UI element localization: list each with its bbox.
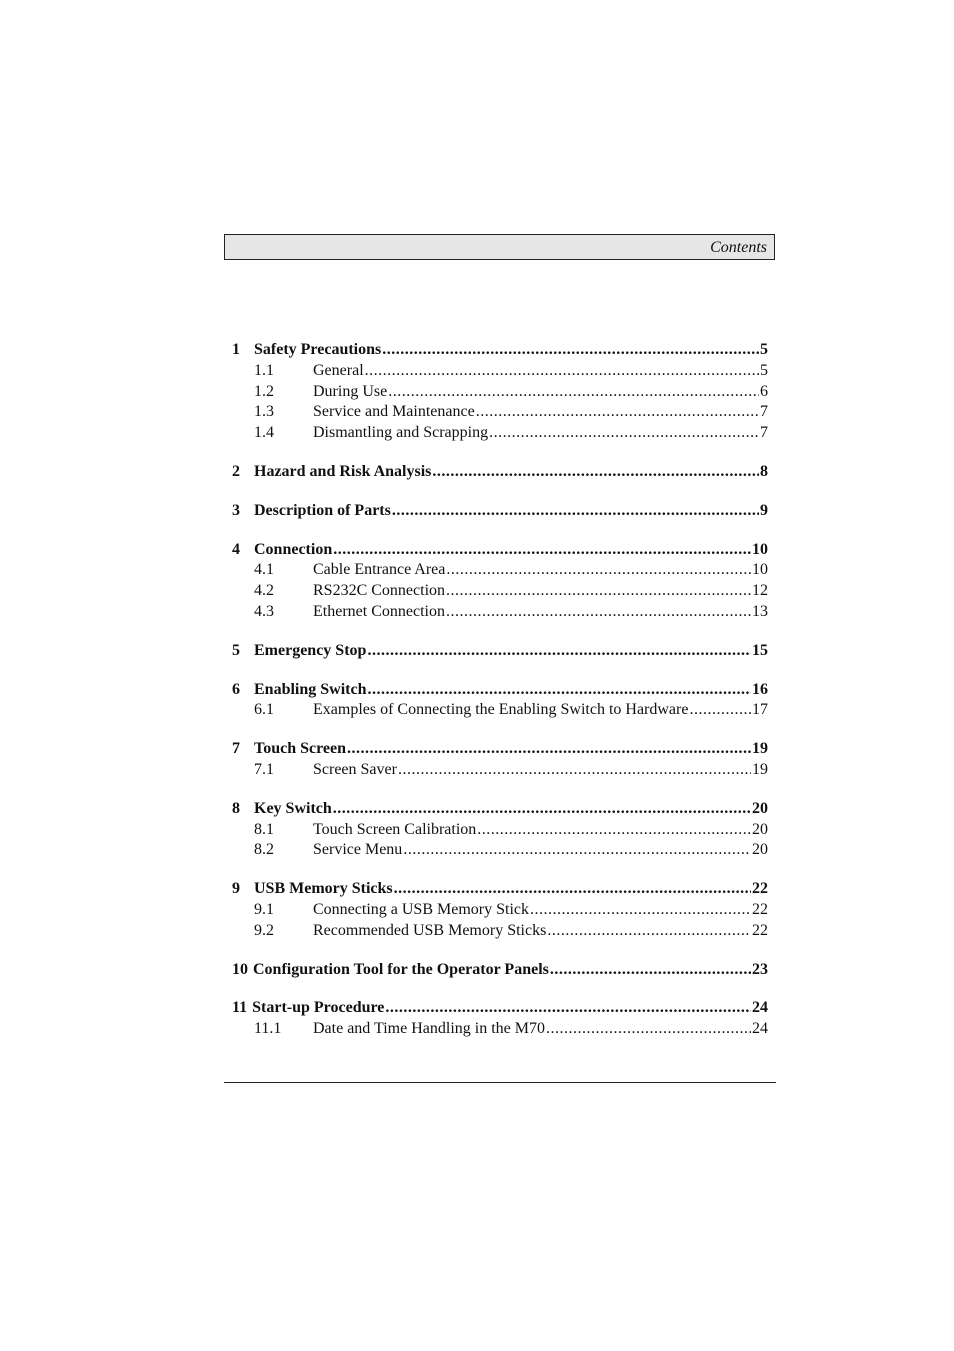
toc-section-6.1[interactable] — [232, 700, 768, 721]
toc-leader-dots — [489, 423, 759, 444]
toc-section-number: 7.1 — [254, 760, 274, 778]
running-header — [224, 234, 775, 260]
toc-chapter-3[interactable] — [232, 501, 768, 522]
toc-section-4.1[interactable] — [232, 560, 768, 581]
toc-chapter-7[interactable] — [232, 739, 768, 760]
toc-leader-dots — [476, 402, 759, 423]
toc-leader-dots — [403, 840, 751, 861]
toc-chapter-title: Safety Precautions — [254, 341, 382, 358]
toc-chapter-number: 9 — [232, 880, 240, 898]
toc-chapter-page: 15 — [752, 641, 768, 659]
toc-section-page: 6 — [760, 382, 768, 400]
toc-chapter-title: Configuration Tool for the Operator Panels — [253, 960, 549, 978]
toc-leader-dots — [550, 960, 751, 981]
toc-chapter-page: 8 — [760, 462, 768, 480]
toc-section-page: 20 — [752, 841, 768, 859]
toc-chapter-title: Emergency Stop — [254, 641, 367, 659]
toc-leader-dots — [530, 900, 751, 921]
toc-leader-dots — [477, 820, 751, 841]
toc-section-page: 5 — [760, 361, 768, 379]
toc-leader-dots — [365, 361, 759, 382]
toc-leader-dots — [689, 700, 751, 721]
toc-leader-dots — [398, 760, 751, 781]
toc-leader-dots — [347, 739, 751, 760]
toc-leader-dots — [382, 340, 759, 361]
toc-leader-dots — [432, 462, 759, 483]
toc-chapter-number: 4 — [232, 540, 240, 558]
toc-chapter-number: 8 — [232, 799, 240, 817]
toc-section-page: 7 — [760, 403, 768, 421]
toc-leader-dots — [385, 998, 751, 1019]
toc-section-9.1[interactable] — [232, 900, 768, 921]
toc-section-1.4[interactable] — [232, 423, 768, 444]
toc-section-title: General — [313, 361, 364, 379]
toc-chapter-8[interactable] — [232, 799, 768, 820]
toc-section-page: 22 — [752, 900, 768, 918]
toc-section-page: 20 — [752, 820, 768, 838]
toc-chapter-page: 20 — [752, 799, 768, 817]
toc-leader-dots — [333, 540, 751, 561]
toc-chapter-title: Hazard and Risk Analysis — [254, 462, 432, 480]
toc-section-11.1[interactable] — [232, 1019, 768, 1040]
toc-section-number: 1.2 — [254, 382, 274, 400]
toc-chapter-title: Start-up Procedure — [252, 999, 385, 1017]
toc-section-number: 8.2 — [254, 841, 274, 859]
toc-section-page: 24 — [752, 1020, 768, 1038]
toc-chapter-6[interactable] — [232, 680, 768, 701]
toc-chapter-number: 3 — [232, 501, 240, 519]
toc-chapter-page: 24 — [752, 999, 768, 1017]
toc-section-title: During Use — [313, 382, 388, 400]
toc-chapter-page: 22 — [752, 880, 768, 898]
toc-leader-dots — [392, 501, 759, 522]
toc-section-4.3[interactable] — [232, 602, 768, 623]
toc-chapter-number: 2 — [232, 462, 240, 480]
toc-section-title: Dismantling and Scrapping — [313, 424, 489, 442]
toc-section-title: Connecting a USB Memory Stick — [313, 900, 529, 918]
toc-leader-dots — [446, 602, 751, 623]
toc-chapter-page: 23 — [752, 960, 768, 978]
toc-chapter-number: 11 — [232, 999, 248, 1017]
toc-section-page: 22 — [752, 921, 768, 939]
toc-section-number: 4.3 — [254, 602, 274, 620]
toc-section-title: Cable Entrance Area — [313, 561, 446, 579]
toc-chapter-title: Connection — [254, 540, 333, 558]
toc-chapter-9[interactable] — [232, 879, 768, 900]
toc-section-number: 11.1 — [254, 1020, 282, 1038]
toc-section-number: 9.2 — [254, 921, 274, 939]
toc-chapter-number: 10 — [232, 960, 248, 978]
toc-section-number: 8.1 — [254, 820, 274, 838]
toc-section-number: 1.4 — [254, 424, 274, 442]
toc-chapter-1[interactable] — [232, 340, 768, 361]
toc-chapter-number: 1 — [232, 341, 240, 358]
toc-chapter-page: 16 — [752, 680, 768, 698]
toc-section-page: 13 — [752, 602, 768, 620]
toc-chapter-5[interactable] — [232, 641, 768, 662]
toc-section-number: 6.1 — [254, 701, 274, 719]
toc-section-number: 1.3 — [254, 403, 274, 421]
toc-section-title: Ethernet Connection — [313, 602, 445, 620]
toc-leader-dots — [388, 382, 759, 403]
toc-leader-dots — [547, 921, 751, 942]
toc-chapter-number: 6 — [232, 680, 240, 698]
toc-section-title: Examples of Connecting the Enabling Switch to Hardware — [313, 701, 689, 719]
toc-leader-dots — [367, 641, 751, 662]
toc-chapter-10[interactable] — [232, 960, 768, 981]
toc-chapter-2[interactable] — [232, 462, 768, 483]
toc-section-number: 4.2 — [254, 582, 274, 600]
toc-chapter-title: Enabling Switch — [254, 680, 367, 698]
header-title: Contents — [710, 239, 767, 256]
table-of-contents — [232, 340, 768, 1040]
toc-section-1.3[interactable] — [232, 402, 768, 423]
toc-chapter-title: Description of Parts — [254, 501, 391, 519]
toc-chapter-number: 5 — [232, 641, 240, 659]
toc-section-title: Service Menu — [313, 841, 403, 859]
toc-section-page: 17 — [752, 701, 768, 719]
toc-chapter-11[interactable] — [232, 998, 768, 1019]
toc-leader-dots — [333, 799, 751, 820]
toc-section-7.1[interactable] — [232, 760, 768, 781]
toc-section-page: 10 — [752, 561, 768, 579]
toc-section-number: 9.1 — [254, 900, 274, 918]
toc-leader-dots — [446, 581, 751, 602]
toc-section-8.1[interactable] — [232, 820, 768, 841]
toc-section-9.2[interactable] — [232, 921, 768, 942]
toc-section-title: RS232C Connection — [313, 582, 446, 600]
toc-section-4.2[interactable] — [232, 581, 768, 602]
toc-section-title: Date and Time Handling in the M70 — [313, 1020, 545, 1038]
toc-chapter-page: 10 — [752, 540, 768, 558]
toc-chapter-page: 5 — [760, 341, 768, 358]
toc-section-title: Screen Saver — [313, 760, 397, 778]
toc-section-title: Touch Screen Calibration — [313, 820, 477, 838]
toc-chapter-title: Touch Screen — [254, 740, 347, 758]
toc-leader-dots — [546, 1019, 751, 1040]
toc-section-number: 4.1 — [254, 561, 274, 579]
toc-chapter-number: 7 — [232, 740, 240, 758]
toc-leader-dots — [367, 680, 751, 701]
toc-chapter-4[interactable] — [232, 540, 768, 561]
toc-chapter-page: 19 — [752, 740, 768, 758]
toc-chapter-title: Key Switch — [254, 799, 332, 817]
toc-section-page: 7 — [760, 424, 768, 442]
toc-section-title: Recommended USB Memory Sticks — [313, 921, 547, 939]
toc-section-number: 1.1 — [254, 361, 274, 379]
toc-chapter-title: USB Memory Sticks — [254, 880, 393, 898]
toc-section-page: 19 — [752, 760, 768, 778]
toc-section-1.2[interactable] — [232, 382, 768, 403]
toc-section-title: Service and Maintenance — [313, 403, 475, 421]
footer-rule — [224, 1082, 776, 1083]
toc-leader-dots — [394, 879, 751, 900]
toc-section-1.1[interactable] — [232, 361, 768, 382]
toc-section-8.2[interactable] — [232, 840, 768, 861]
toc-chapter-page: 9 — [760, 501, 768, 519]
toc-leader-dots — [446, 560, 751, 581]
toc-section-page: 12 — [752, 582, 768, 600]
